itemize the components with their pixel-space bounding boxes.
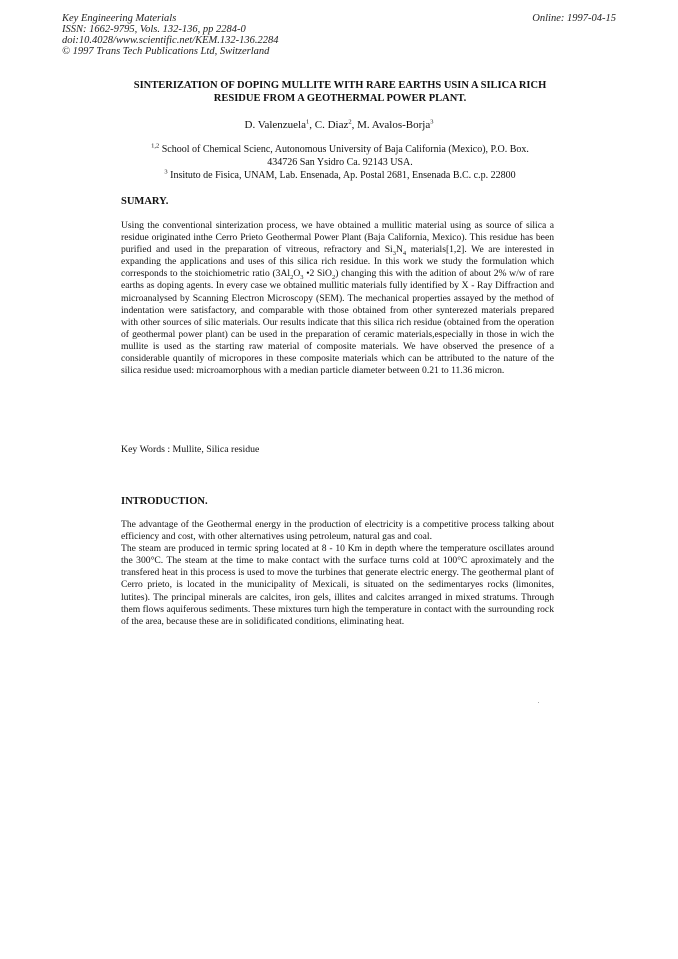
- keywords: Key Words : Mullite, Silica residue: [121, 444, 260, 455]
- publication-header: [62, 13, 616, 57]
- journal-name: Key Engineering Materials: [62, 13, 177, 24]
- issn-line: ISSN: 1662-9795, Vols. 132-136, pp 2284-0: [62, 24, 246, 35]
- author-sup: 1: [306, 118, 310, 126]
- affiliation-1-2: $^{1,2}$ School of Chemical Scienc, Autonomous University of Baja California (Mexico), P.O. Box.: [151, 142, 529, 155]
- intro-text-1: The advantage of the Geothermal energy in the production of electricity is a competitive process talking about efficiency and cost, with other alternatives using petroleum, natural gas and coal.: [121, 519, 554, 543]
- author-name: , M. Avalos-Borja: [351, 119, 431, 131]
- affiliation-1-2-address: 434726 San Ysidro Ca. 92143 USA.: [267, 157, 413, 168]
- summary-heading: SUMARY.: [121, 196, 169, 207]
- affiliations: [120, 143, 560, 182]
- copyright-line: © 1997 Trans Tech Publications Ltd, Switzerland: [62, 46, 270, 57]
- affiliation-3: $^3$ Insituto de Fisica, UNAM, Lab. Ensenada, Ap. Postal 2681, Ensenada B.C. c.p. 22800: [164, 168, 516, 181]
- author-sup: 3: [430, 118, 434, 126]
- intro-text-2: The steam are produced in termic spring located at 8 - 10 Km in depth where the temperature oscillates around the 300°C. The steam at the time to make contact with the surface turns cold at 100°C aproximately and the transfered heat in this process is used to move the turbines that generate electric energy. The geothermal plant of Cerro prieto, is located in the municipality of Mexicali, is situated on the sedimentaryes rocks (limonites, lutites). The principal minerals are calcites, iron gels, illites and calcites arranged in mixed stratums. Through them flows aquiferous sediments. These mixtures turn high the temperature in contact with the surrounding rock of the area, because these are in solidificated conditions, eliminating heat.: [121, 543, 554, 627]
- introduction-heading: INTRODUCTION.: [121, 496, 208, 507]
- scan-artifact: [538, 702, 539, 703]
- author-list: [0, 119, 678, 131]
- summary-paragraph: Using the conventional sinterization process, we have obtained a mullitic material using as source of silica a residue originated inthe Cerro Prieto Geothermal Power Plant (Baja California, Mexico). This residue has been purified and used in the preparation of vitreous, refractory and $Si_3N_4$ materials[1,2]. We are interested in expanding the applications and uses of this silica rich residue. In this work we study the formulation which corresponds to the stoichiometric ratio ($3Al_2O_3$ •2 SiO$_2$) changing this with the adition of about 2% w/w of rare earths as doping agents. In every case we obtained mullitic materials fully identified by X - Ray Diffraction and microanalysed by Scanning Electron Microscopy (SEM). The mechanical properties assayed by the method of indentation were satisfactory, and comparable with those obtained from other synterezed materials prepared with other sources of silic materials. Our results indicate that this silica rich residue (obtained from the operation of geothermal power plant) can be used in the preparation of ceramic materials,especially in those in wich the mullite is used as the starting raw material of composite materials. We have observed the presence of a considerable quantily of micropores in these composite materials which can be attributed to the nature of the silica residue used: microamorphous with a median particle diameter between 0.21 to 11.36 micron.: [121, 220, 554, 377]
- introduction-paragraph: [121, 519, 554, 628]
- doi-link[interactable]: doi:10.4028/www.scientific.net/KEM.132-136.2284: [62, 35, 279, 46]
- author-name: D. Valenzuela: [244, 119, 306, 131]
- author-name: , C. Diaz: [309, 119, 349, 131]
- author-sup: 2: [348, 118, 352, 126]
- online-date: Online: 1997-04-15: [532, 13, 616, 24]
- paper-title: SINTERIZATION OF DOPING MULLITE WITH RARE EARTHS USIN A SILICA RICH RESIDUE FROM A GEOTHERMAL POWER PLANT.: [133, 80, 547, 104]
